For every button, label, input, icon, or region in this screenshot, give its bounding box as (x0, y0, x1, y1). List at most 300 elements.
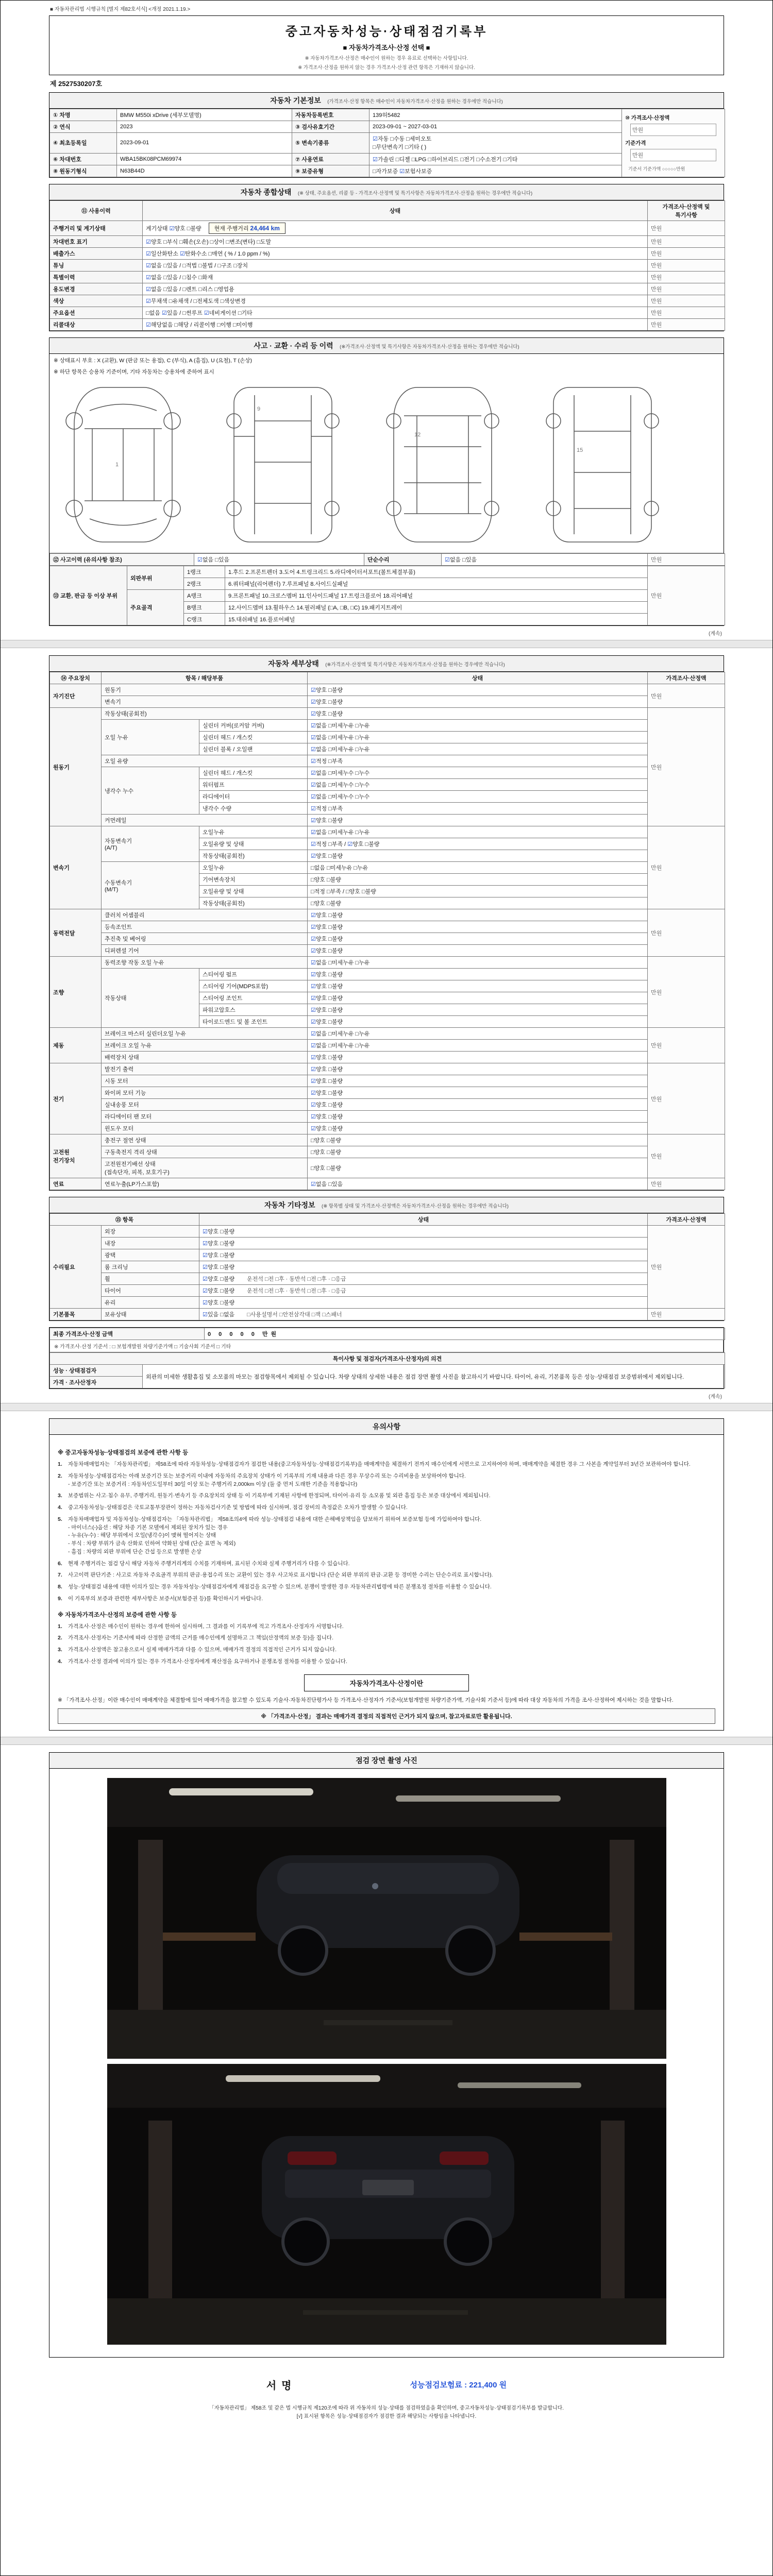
notice-item (58, 1595, 715, 1603)
device-group-label: 연료 (50, 1178, 102, 1190)
detail-row (50, 1063, 725, 1075)
other-status: ☑양호 □불량 운전석 □전 □후 · 동반석 □전 □후 · □응급 (199, 1273, 648, 1285)
inspection-photo-2 (107, 2064, 666, 2345)
notice-item-text: 가격조사·산정 결과에 이의가 있는 경우 가격조사·산정자에게 재산정을 요구하거나 분쟁조정 절차를 이용할 수 있습니다. (68, 1658, 347, 1665)
device-item-label: 추진축 및 베어링 (102, 933, 308, 945)
warranty-type-value: □자가보증 ☑보험사보증 (369, 165, 622, 177)
detail-row (50, 945, 725, 957)
device-group-label: 동력전달 (50, 909, 102, 957)
state-code-legend2: ※ 하단 항목은 승용차 기준이며, 기타 자동차는 승용차에 준하여 표시 (54, 369, 214, 375)
device-status: ☑양호 □불량 (308, 909, 648, 921)
other-status: ☑양호 □불량 (199, 1297, 648, 1309)
detail-row (50, 1028, 725, 1040)
detail-col-item: 항목 / 해당부품 (102, 672, 308, 684)
device-status: ☑양호 □불량 (308, 1087, 648, 1099)
detail-condition-table (49, 672, 725, 1190)
section-basic-info (49, 92, 724, 178)
rank-label: B랭크 (184, 602, 225, 614)
device-status: ☑양호 □불량 (308, 1016, 648, 1028)
table-row (50, 566, 725, 578)
notice-item-text: 사고이력 판단기준 : 사고로 자동차 주요골격 부위의 판금·용접수리 또는 교환이 있는 경우 사고차로 표시합니다 (단순 외판 부위의 판금·교환 등 경미한 수리는 단순수리로 표시합니다). (68, 1572, 493, 1579)
fuel-value: ☑가솔린 □디젤 □LPG □하이브리드 □전기 □수소전기 □기타 (369, 153, 622, 165)
overall-col-item: ⑪ 사용이력 (50, 201, 143, 221)
device-part-label: 실린더 헤드 / 개스킷 (199, 732, 308, 743)
notice-item-number: 3. (58, 1647, 62, 1653)
device-item-label: 변속기 (102, 696, 308, 708)
detail-row (50, 933, 725, 945)
section-final-price (49, 1327, 724, 1389)
notice-item (58, 1516, 715, 1556)
frame-panel-label: 주요골격 (127, 590, 184, 625)
rank-parts: 12.사이드멤버 13.휠하우스 14.필러패널 (□A, □B, □C) 19.패키지트레이 (225, 602, 648, 614)
section-notice-header (49, 1419, 724, 1435)
other-extra: □사용설명서 □안전삼각대 □잭 □스패너 (247, 1312, 342, 1318)
other-extra: 운전석 □전 □후 · 동반석 □전 □후 · □응급 (247, 1276, 346, 1282)
section-detail-header (49, 656, 724, 672)
other-col-item: ⑮ 항목 (50, 1214, 199, 1226)
device-item-label: 발전기 출력 (102, 1063, 308, 1075)
detail-row (50, 684, 725, 696)
device-status: ☑없음 □미세누유 □누유 (308, 720, 648, 732)
reg-no-label: 자동차등록번호 (292, 109, 369, 121)
notice-item-text: 가격조사·산정자는 기준서에 따라 산정한 금액의 근거를 매수인에게 설명하고 그 책임(산정액의 보증 등)을 집니다. (68, 1635, 333, 1641)
final-price-label: 최종 가격조사·산정 금액 (50, 1328, 205, 1340)
device-part-label: 작동상태(공회전) (199, 897, 308, 909)
section-accident-note: (※가격조사·산정액 및 특기사항은 자동차가격조사·산정을 원하는 경우에만 적습니다) (340, 344, 519, 350)
detail-row (50, 1134, 725, 1146)
first-reg-label: ④ 최초등록일 (50, 133, 117, 153)
accident-history-table (49, 553, 725, 566)
sheet-1 (49, 5, 724, 637)
footer-line-1: 「자동차관리법」 제58조 및 같은 법 시행규칙 제120조에 따라 위 자동차의 성능·상태를 점검하였음을 확인하며, 중고자동차성능·상태점검기록부를 발급합니다. (209, 2405, 564, 2412)
base-price-value: 만원 (630, 149, 716, 161)
outer-panel-label: 외판부위 (127, 566, 184, 590)
rank-label: 1랭크 (184, 566, 225, 578)
device-status: ☑없음 □미세누수 □누수 (308, 791, 648, 803)
other-status: ☑양호 □불량 운전석 □전 □후 · 동반석 □전 □후 · □응급 (199, 1285, 648, 1297)
device-part-label: 실린더 헤드 / 개스킷 (199, 767, 308, 779)
form-title: 중고자동차성능·상태점검기록부 (285, 25, 488, 39)
final-price-table (49, 1328, 725, 1340)
overall-col-price: 가격조사·산정액 및 특기사항 (648, 201, 725, 221)
exchange-price-cell: 만원 (648, 566, 725, 625)
device-price: 만원 (648, 1134, 725, 1178)
other-row (50, 1297, 725, 1309)
notice-item-number: 8. (58, 1584, 62, 1590)
device-status: ☑양호 □불량 (308, 850, 648, 862)
basic-price-box (622, 109, 725, 177)
usage-item-label: 배출가스 (50, 248, 143, 260)
device-item-label: 라디에이터 팬 모터 (102, 1111, 308, 1123)
price-estimate-value: 만원 (630, 124, 716, 136)
exchange-panel-table (49, 566, 725, 625)
notice-body (49, 1435, 724, 1730)
device-status: ☑양호 □불량 (308, 969, 648, 980)
insurance-premium-label: 성능점검보험료 : (410, 2381, 469, 2390)
device-status: ☑없음 □있음 (308, 1178, 648, 1190)
device-part-label: 냉각수 수량 (199, 803, 308, 815)
device-item-label: 등속조인트 (102, 921, 308, 933)
device-item-label: 작동상태 (102, 969, 199, 1028)
device-part-label: 스티어링 기어(MDPS포함) (199, 980, 308, 992)
rank-parts: 9.프론트패널 10.크로스멤버 11.인사이드패널 17.트렁크플로어 18.리어패널 (225, 590, 648, 602)
device-part-label: 라디에이터 (199, 791, 308, 803)
notice-item (58, 1472, 715, 1489)
base-book-note: 기준서 기준가액 ○○○○○만원 (628, 166, 685, 172)
section-basic-header (49, 93, 724, 109)
basic-info-table (49, 109, 725, 177)
final-price-book-note: ※ 가격조사·산정 기준서 : □ 보험개발원 차량기준가액 □ 기술사회 기준서 □ 기타 (49, 1340, 724, 1352)
inspection-period-label: ③ 검사유효기간 (292, 121, 369, 133)
table-row (50, 109, 725, 121)
other-item-label: 보유상태 (102, 1309, 199, 1320)
detail-row (50, 755, 725, 767)
svg-text:1: 1 (115, 462, 119, 468)
device-status: ☑양호 □불량 (308, 992, 648, 1004)
device-price: 만원 (648, 1178, 725, 1190)
detail-row (50, 696, 725, 708)
detail-row (50, 1087, 725, 1099)
other-row (50, 1285, 725, 1297)
other-col-price: 가격조사·산정액 (648, 1214, 725, 1226)
usage-status: 계기상태 ☑양호 □불량 현재 주행거리 24,464 km (143, 221, 648, 236)
accident-price-cell: 만원 (648, 554, 725, 566)
device-part-label: 오일누유 (199, 826, 308, 838)
section-other-info (49, 1197, 724, 1321)
rank-parts: 15.대쉬패널 16.플로어패널 (225, 614, 648, 625)
device-item-label: 윈도우 모터 (102, 1123, 308, 1134)
device-group-label: 전기 (50, 1063, 102, 1134)
usage-price: 만원 (648, 272, 725, 283)
device-item-label: 브레이크 오일 누유 (102, 1040, 308, 1052)
notice-item (58, 1583, 715, 1591)
device-status: ☑양호 □불량 (308, 1111, 648, 1123)
notice-item-number: 9. (58, 1595, 62, 1602)
device-price: 만원 (648, 684, 725, 708)
exchange-label: ⑬ 교환, 판금 등 이상 부위 (50, 566, 127, 625)
usage-item-label: 튜닝 (50, 260, 143, 272)
device-item-label: 오일 유량 (102, 755, 308, 767)
other-row (50, 1273, 725, 1285)
device-item-label: 수동변속기 (M/T) (102, 862, 199, 909)
device-status: ☑양호 □불량 (308, 1004, 648, 1016)
usage-item-label: 차대번호 표기 (50, 236, 143, 248)
detail-row (50, 708, 725, 720)
detail-row (50, 969, 725, 980)
device-item-label: 디퍼렌셜 기어 (102, 945, 308, 957)
usage-item-label: 특별이력 (50, 272, 143, 283)
transmission-label: ⑤ 변속기종류 (292, 133, 369, 153)
inspector-role-label: 성능 · 상태점검자 (50, 1365, 143, 1377)
device-price: 만원 (648, 826, 725, 909)
notice-item-text: 보증범위는 사고·침수 유무, 주행거리, 원동기·변속기 등 주요장치의 상태 등 이 기록부에 기재된 사항에 한정되며, 타이어·유리 등 소모품 및 외관 흠집 등은 보증 대상에서 제외됩니다. (68, 1493, 491, 1499)
vin-value: WBA15BK08PCM69974 (117, 153, 292, 165)
table-row (50, 1365, 725, 1377)
other-info-table (49, 1213, 725, 1320)
device-group-label: 조향 (50, 957, 102, 1028)
simple-repair-status: ☑없음 □있음 (442, 554, 648, 566)
device-status: ☑적정 □부족 / ☑양호 □불량 (308, 838, 648, 850)
overall-row (50, 236, 725, 248)
device-status: □양호 □불량 (308, 1158, 648, 1178)
insurance-premium-value: 221,400 원 (469, 2381, 507, 2390)
detail-row (50, 921, 725, 933)
device-status: ☑양호 □불량 (308, 708, 648, 720)
device-part-label: 스티어링 조인트 (199, 992, 308, 1004)
detail-row (50, 862, 725, 874)
rank-parts: 6.쿼터패널(리어펜더) 7.루프패널 8.사이드실패널 (225, 578, 648, 590)
detail-row (50, 1099, 725, 1111)
sheet-2 (49, 655, 724, 1400)
detail-row (50, 1040, 725, 1052)
engine-type-label: ⑧ 원동기형식 (50, 165, 117, 177)
other-item-label: 휠 (102, 1273, 199, 1285)
other-status: ☑양호 □불량 (199, 1261, 648, 1273)
reg-no-value: 139허5482 (369, 109, 622, 121)
device-status: ☑없음 □미세누유 □누유 (308, 1028, 648, 1040)
page-break (1, 1737, 772, 1745)
signature-label: 서명 (266, 2380, 297, 2392)
engine-type-value: N63B44D (117, 165, 292, 177)
device-part-label: 오일누유 (199, 862, 308, 874)
section-overall-title: 자동차 종합상태 (240, 188, 292, 196)
photos-wrap (49, 1769, 724, 2357)
notice-item-text: 중고자동차성능·상태점검은 국토교통부장관이 정하는 자동차검사기준 및 방법에 따라 실시하며, 점검 장비의 측정값은 오차가 발생할 수 있습니다. (68, 1504, 408, 1511)
rank-label: 2랭크 (184, 578, 225, 590)
device-status: ☑양호 □불량 (308, 980, 648, 992)
form-header-note1: ※ 자동차가격조사·산정은 매수인이 원하는 경우 유료로 선택하는 사항입니다. (305, 56, 468, 61)
form-subtitle: ■ 자동차가격조사·산정 선택 ■ (343, 44, 430, 52)
usage-price: 만원 (648, 248, 725, 260)
other-status: ☑양호 □불량 (199, 1226, 648, 1238)
other-status: ☑있음 □없음 □사용설명서 □안전삼각대 □잭 □스패너 (199, 1309, 648, 1320)
device-status: ☑양호 □불량 (308, 815, 648, 826)
other-price: 만원 (648, 1226, 725, 1309)
notice-item-number: 1. (58, 1623, 62, 1630)
table-row (50, 590, 725, 602)
continued-marker: (계속) (709, 631, 722, 637)
notice-item-number: 2. (58, 1472, 62, 1479)
device-status: ☑양호 □불량 (308, 684, 648, 696)
device-part-label: 실린더 커버(로커암 커버) (199, 720, 308, 732)
overall-col-status: 상태 (143, 201, 648, 221)
section-basic-note: (가격조사·산정 항목은 매수인이 자동차가격조사·산정을 원하는 경우에만 적습니다) (327, 99, 503, 105)
insurance-premium (410, 2379, 507, 2390)
device-status: ☑없음 □미세누유 □누유 (308, 1040, 648, 1052)
section-other-header (49, 1197, 724, 1213)
section-overall-note: (※ 상태, 주요옵션, 리콜 등 - 가격조사·산정액 및 특기사항은 자동차가격조사·산정을 원하는 경우에만 적습니다) (297, 191, 533, 196)
other-row (50, 1226, 725, 1238)
final-price-value: 0 0 0 0 0 만원 (205, 1328, 725, 1340)
device-status: □적정 □부족 / □양호 □불량 (308, 886, 648, 897)
svg-text:9: 9 (257, 406, 261, 412)
device-item-label: 원동기 (102, 684, 308, 696)
detail-row (50, 1111, 725, 1123)
overall-row (50, 221, 725, 236)
overall-condition-table (49, 200, 725, 331)
page-break (1, 640, 772, 648)
rank-label: C랭크 (184, 614, 225, 625)
other-group-label: 기본품목 (50, 1309, 102, 1320)
other-row (50, 1249, 725, 1261)
device-status: □없음 □미세누유 □누유 (308, 862, 648, 874)
usage-status: □없음 ☑있음 / □썬루프 ☑네비게이션 □기타 (143, 307, 648, 319)
notice-item-number: 1. (58, 1461, 62, 1467)
transmission-value: ☑자동 □수동 □세미오토 □무단변속기 □기타 ( ) (369, 133, 622, 153)
form-header-note2: ※ 가격조사·산정을 원하지 않는 경우 가격조사·산정 관련 항목은 기재하지 않습니다. (298, 65, 475, 71)
overall-row (50, 248, 725, 260)
base-price-label: 기준가격 (625, 140, 646, 146)
overall-row (50, 307, 725, 319)
notice-item-number: 4. (58, 1658, 62, 1665)
usage-status: ☑없음 □있음 / □렌트 □리스 □영업용 (143, 283, 648, 295)
section-overall-condition (49, 184, 724, 331)
usage-status: ☑없음 □있음 / □침수 □화재 (143, 272, 648, 283)
other-item-label: 타이어 (102, 1285, 199, 1297)
device-status: ☑없음 □미세누수 □누수 (308, 779, 648, 791)
usage-item-label: 주행거리 및 계기상태 (50, 221, 143, 236)
device-status: □양호 □불량 (308, 1146, 648, 1158)
notice-item-text: 자동차매매업자 및 자동차성능·상태점검자는 「자동차관리법」 제58조의4에 따라 성능·상태점검 내용에 대한 손해배상책임을 담보하기 위하여 보증보험 등에 가입하여야 합니다. - 마이너스(-)옵션 : 해당 차종 기본 모델에서 제외된 장치가 있는 경우 - 누유(누수) : 해당 부위에서 오일(냉각수)이 맺혀 떨어지는 상태 - 부식 : 차량 부위가 금속 산화로 인하여 약화된 상태 (단순 표면 녹 제외) - 흠집 : 차량의 외판 부위에 단순 간섭 등으로 발생한 손상 (68, 1516, 482, 1555)
usage-price: 만원 (648, 221, 725, 236)
vin-label: ⑥ 차대번호 (50, 153, 117, 165)
section-detail-note: (※가격조사·산정액 및 특기사항은 자동차가격조사·산정을 원하는 경우에만 적습니다) (325, 662, 505, 668)
section-accident-header (49, 338, 724, 354)
sheet-4 (49, 1752, 724, 2421)
usage-item-label: 주요옵션 (50, 307, 143, 319)
device-status: ☑없음 □미세누유 □누유 (308, 826, 648, 838)
device-item-label: 충전구 절연 상태 (102, 1134, 308, 1146)
car-damage-diagrams (49, 377, 724, 553)
detail-row (50, 826, 725, 838)
state-code-legend: ※ 상태표시 부호 : X (교환), W (판금 또는 용접), C (부식), A (흠집), U (요철), T (손상) (54, 358, 252, 364)
usage-price: 만원 (648, 260, 725, 272)
device-group-label: 변속기 (50, 826, 102, 909)
detail-row (50, 1178, 725, 1190)
detail-col-status: 상태 (308, 672, 648, 684)
usage-item-label: 용도변경 (50, 283, 143, 295)
other-extra: 운전석 □전 □후 · 동반석 □전 □후 · □응급 (247, 1288, 346, 1294)
rank-label: A랭크 (184, 590, 225, 602)
notice-item-text: 성능·상태점검 내용에 대한 이의가 있는 경우 자동차성능·상태점검자에게 재점검을 요구할 수 있으며, 분쟁이 발생한 경우 자동차관리법령에 따른 분쟁조정 절차를 이용할 수 있습니다. (68, 1584, 492, 1590)
device-status: ☑없음 □미세누수 □누수 (308, 767, 648, 779)
usage-item-label: 리콜대상 (50, 319, 143, 331)
notice-item (58, 1623, 715, 1631)
device-status: ☑없음 □미세누유 □누유 (308, 732, 648, 743)
device-status: ☑양호 □불량 (308, 1052, 648, 1063)
device-item-label: 자동변속기 (A/T) (102, 826, 199, 862)
detail-row (50, 909, 725, 921)
notice-item (58, 1646, 715, 1654)
notice-subtitle-2: ※ 자동차가격조사·산정의 보증에 관한 사항 등 (58, 1612, 177, 1618)
notice-item-number: 2. (58, 1635, 62, 1641)
other-item-label: 외장 (102, 1226, 199, 1238)
notice-subtitle-1: ※ 중고자동차성능·상태점검의 보증에 관한 사항 등 (58, 1450, 189, 1456)
device-status: □양호 □불량 (308, 897, 648, 909)
device-group-label: 고전원 전기장치 (50, 1134, 102, 1178)
device-group-label: 제동 (50, 1028, 102, 1063)
simple-repair-label: 단순수리 (364, 554, 442, 566)
section-overall-header (49, 184, 724, 200)
device-status: ☑양호 □불량 (308, 921, 648, 933)
other-item-label: 내장 (102, 1238, 199, 1249)
car-name-label: ① 차명 (50, 109, 117, 121)
price-estimate-label: ⑩ 가격조사·산정액 (625, 115, 670, 121)
detail-row (50, 1075, 725, 1087)
device-item-label: 커먼레일 (102, 815, 308, 826)
device-status: ☑양호 □불량 (308, 1063, 648, 1075)
notice-item-number: 3. (58, 1493, 62, 1499)
accident-history-status: ☑없음 □있음 (194, 554, 364, 566)
usage-price: 만원 (648, 319, 725, 331)
inspection-period-value: 2023-09-01 ~ 2027-03-01 (369, 121, 622, 133)
table-row (50, 554, 725, 566)
usage-status: ☑일산화탄소 ☑탄화수소 □매연 ( % / 1.0 ppm / %) (143, 248, 648, 260)
device-group-label: 자기진단 (50, 684, 102, 708)
notice-list-2 (58, 1623, 715, 1666)
table-row (50, 1328, 725, 1340)
notice-item-text: 가격조사·산정은 매수인이 원하는 경우에 한하여 실시하며, 그 결과를 이 기록부에 적고 가격조사·산정자가 서명합니다. (68, 1623, 344, 1630)
detail-rows (50, 684, 725, 1190)
device-item-label: 와이퍼 모터 기능 (102, 1087, 308, 1099)
device-part-label: 오일유량 및 상태 (199, 838, 308, 850)
device-item-label: 브레이크 마스터 실린더오일 누유 (102, 1028, 308, 1040)
rank-parts: 1.후드 2.프론트펜더 3.도어 4.트렁크리드 5.라디에이터서포트(볼트체결부품) (225, 566, 648, 578)
form-footer (49, 2404, 724, 2421)
notice-item-number: 4. (58, 1504, 62, 1511)
device-status: ☑적정 □부족 (308, 803, 648, 815)
device-status: ☑양호 □불량 (308, 696, 648, 708)
notice-item-number: 5. (58, 1516, 62, 1522)
photo2-render (107, 2064, 666, 2345)
detail-row (50, 767, 725, 779)
device-part-label: 작동상태(공회전) (199, 850, 308, 862)
device-item-label: 고전원전기배선 상태 (접속단자, 피복, 보호기구) (102, 1158, 308, 1178)
price-appraisal-definition-note: ※ 「가격조사·산정」 결과는 매매가격 결정의 직접적인 근거가 되지 않으며, 참고자료로만 활용됩니다. (58, 1708, 715, 1724)
other-rows (50, 1226, 725, 1320)
inspection-photo-1 (107, 1778, 666, 2059)
svg-text:15: 15 (577, 447, 583, 453)
device-part-label: 오일유량 및 상태 (199, 886, 308, 897)
car-name-value: BMW M550i xDrive (세부모델명) (117, 109, 292, 121)
accident-history-label: ⑫ 사고이력 (유의사항 참조) (50, 554, 194, 566)
detail-row (50, 1158, 725, 1178)
notice-item (58, 1658, 715, 1666)
photo1-render (107, 1778, 666, 2059)
overall-row (50, 295, 725, 307)
detail-col-group: ⑭ 주요장치 (50, 672, 102, 684)
device-status: ☑양호 □불량 (308, 1075, 648, 1087)
overall-row (50, 260, 725, 272)
section-other-note: (※ 항목별 상태 및 가격조사·산정액은 자동차가격조사·산정을 원하는 경우에만 적습니다) (322, 1204, 509, 1209)
device-item-label: 시동 모터 (102, 1075, 308, 1087)
device-part-label: 파워고압호스 (199, 1004, 308, 1016)
notice-item (58, 1560, 715, 1568)
detail-col-price: 가격조사·산정액 (648, 672, 725, 684)
table-header-row (50, 1353, 725, 1365)
usage-item-label: 색상 (50, 295, 143, 307)
device-price: 만원 (648, 708, 725, 826)
device-item-label: 클러치 어셈블리 (102, 909, 308, 921)
notice-item (58, 1634, 715, 1642)
detail-row (50, 1123, 725, 1134)
notice-item-text: 가격조사·산정액은 참고용으로서 실제 매매가격과 다를 수 있으며, 매매가격 결정의 직접적인 근거가 되지 않습니다. (68, 1647, 337, 1653)
section-notice-title: 유의사항 (372, 1422, 401, 1431)
notice-item-text: 현재 주행거리는 점검 당시 해당 자동차 주행거리계의 수치를 기재하며, 표시된 수치와 실제 주행거리가 다를 수 있습니다. (68, 1560, 350, 1567)
section-photos-header (49, 1753, 724, 1769)
footer-line-2: [√] 표시된 항목은 성능·상태점검자가 점검한 결과 해당되는 사항임을 나타냅니다. (296, 2414, 477, 2420)
section-detail-title: 자동차 세부상태 (268, 659, 319, 668)
